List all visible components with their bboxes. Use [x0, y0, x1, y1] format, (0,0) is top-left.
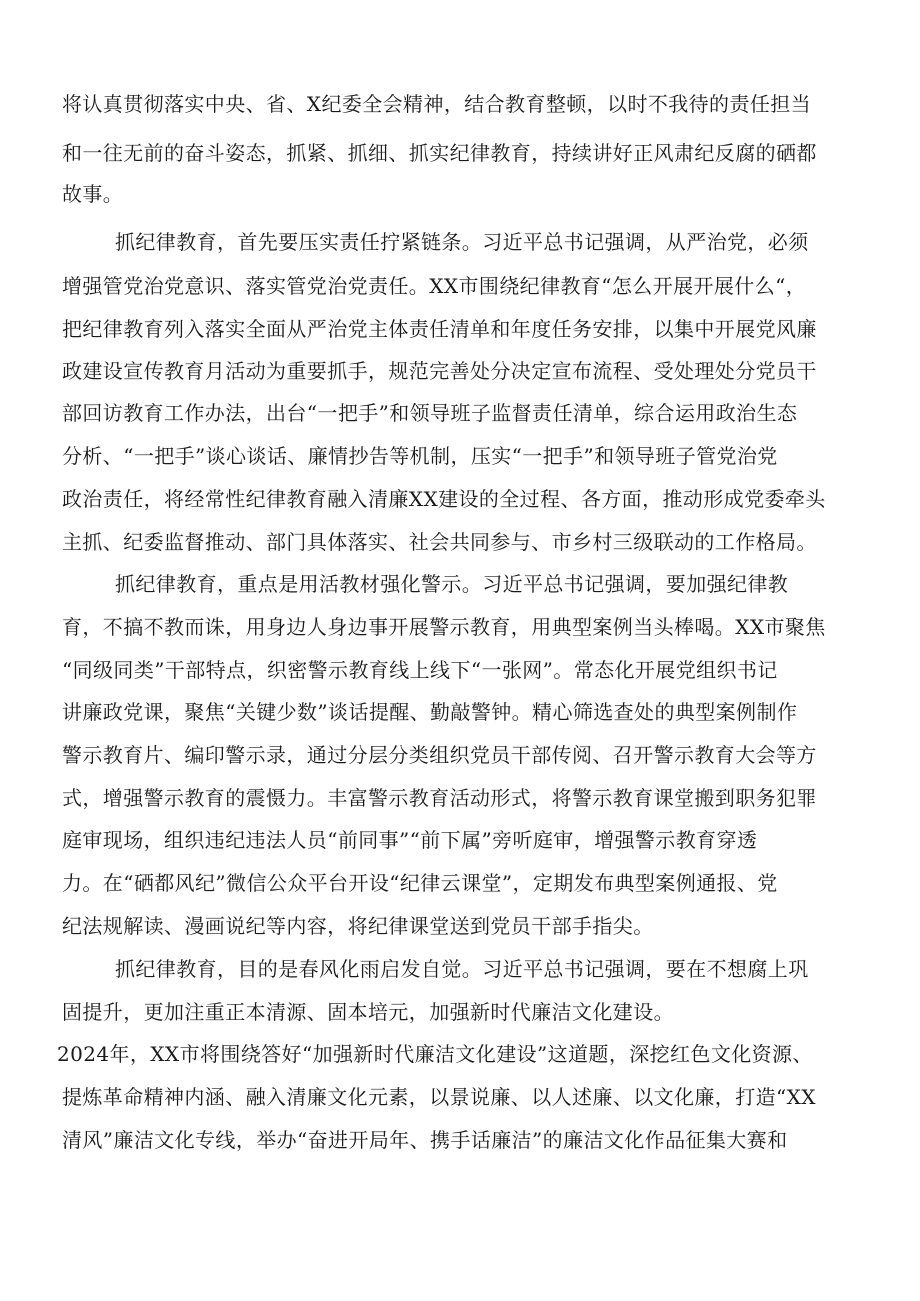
text-line: 故事。 — [62, 182, 124, 206]
text-line: 清风”廉洁文化专线，举办“奋进开局年、携手话廉洁”的廉洁文化作品征集大赛和 — [62, 1128, 788, 1152]
text-line: 和一往无前的奋斗姿态，抓紧、抓细、抓实纪律教育，持续讲好正风肃纪反腐的硒都 — [62, 141, 817, 165]
text-line: 增强管党治党意识、落实管党治党责任。XX市围绕纪律教育“怎么开展开展什么“， — [62, 274, 807, 298]
text-line: 主抓、纪委监督推动、部门具体落实、社会共同参与、市乡村三级联动的工作格局。 — [62, 530, 817, 554]
paragraph-first-line: 抓纪律教育，目的是春风化雨启发自觉。习近平总书记强调，要在不想腐上巩 — [115, 957, 809, 981]
text-line: 式，增强警示教育的震慑力。丰富警示教育活动形式，将警示教育课堂搬到职务犯罪 — [62, 786, 817, 810]
text-line: 警示教育片、编印警示录，通过分层分类组织党员干部传阅、召开警示教育大会等方 — [62, 743, 817, 767]
text-line: 育，不搞不教而诛，用身边人身边事开展警示教育，用典型案例当头棒喝。XX市聚焦 — [62, 615, 826, 639]
text-line: 力。在“硒都风纪”微信公众平台开设“纪律云课堂”，定期发布典型案例通报、党 — [62, 871, 778, 895]
text-line: 分析、“一把手”谈心谈话、廉情抄告等机制，压实“一把手”和领导班子管党治党 — [62, 444, 778, 468]
text-line: 纪法规解读、漫画说纪等内容，将纪律课堂送到党员干部手指尖。 — [62, 914, 654, 938]
text-line: 政治责任，将经常性纪律教育融入清廉XX建设的全过程、各方面，推动形成党委牵头 — [62, 487, 826, 511]
text-line: 提炼革命精神内涵、融入清廉文化元素，以景说廉、以人述廉、以文化廉，打造“XX — [62, 1085, 816, 1109]
text-line: 把纪律教育列入落实全面从严治党主体责任清单和年度任务安排，以集中开展党风廉 — [62, 317, 817, 341]
text-line: 部回访教育工作办法，出台“一把手”和领导班子监督责任清单，综合运用政治生态 — [62, 401, 798, 425]
text-line: 讲廉政党课，聚焦“关键少数”谈话提醒、勤敲警钟。精心筛选查处的典型案例制作 — [62, 700, 798, 724]
text-line: 2024年，XX市将围绕答好“加强新时代廉洁文化建设”这道题，深挖红色文化资源、 — [57, 1042, 813, 1066]
text-line: 固提升，更加注重正本清源、固本培元，加强新时代廉洁文化建设。 — [62, 1000, 674, 1024]
paragraph-first-line: 抓纪律教育，首先要压实责任拧紧链条。习近平总书记强调，从严治党，必须 — [115, 230, 809, 254]
text-line: 将认真贯彻落实中央、省、X纪委全会精神，结合教育整顿，以时不我待的责任担当 — [62, 92, 812, 116]
text-line: “同级同类”干部特点，织密警示教育线上线下“一张网”。常态化开展党组织书记 — [62, 658, 778, 682]
paragraph-first-line: 抓纪律教育，重点是用活教材强化警示。习近平总书记强调，要加强纪律教 — [115, 572, 789, 596]
text-line: 庭审现场，组织违纪违法人员“前同事”“前下属”旁听庭审，增强警示教育穿透 — [62, 828, 758, 852]
text-line: 政建设宣传教育月活动为重要抓手，规范完善处分决定宣布流程、受处理处分党员干 — [62, 359, 817, 383]
